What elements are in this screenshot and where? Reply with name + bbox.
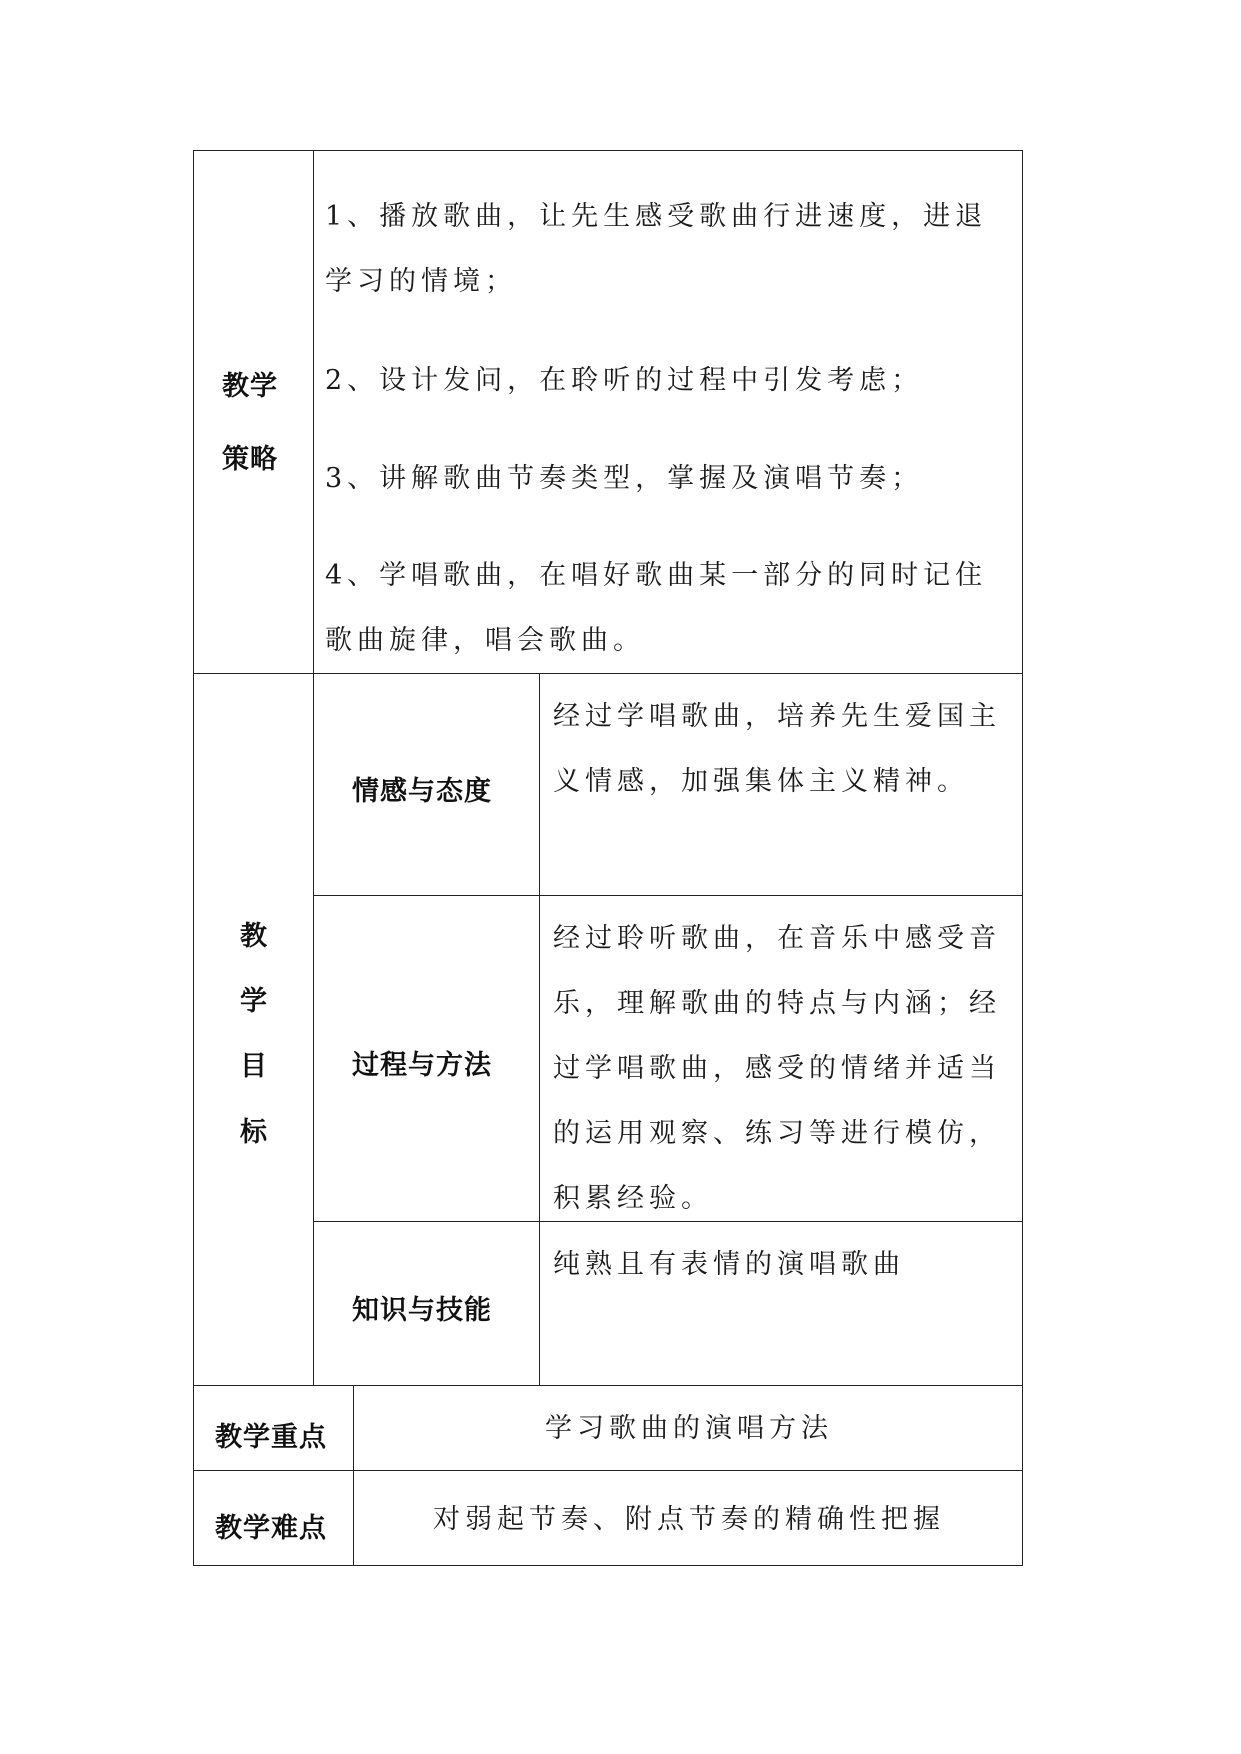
- strategy-item: 3、讲解歌曲节奏类型，掌握及演唱节奏；: [325, 463, 924, 494]
- divider-strategy-objectives: [193, 673, 1023, 674]
- objectives-label-char: 标: [240, 1117, 268, 1148]
- strategy-label-line1: 教学: [222, 371, 278, 402]
- divider-objectives-keypoint: [193, 1385, 1023, 1386]
- objective-content-process: 经过聆听歌曲，在音乐中感受音乐，理解歌曲的特点与内涵；经过学唱歌曲，感受的情绪并适当的运用观察、练习等进行模仿，积累经验。: [553, 923, 1001, 1214]
- key-point-label: 教学重点: [215, 1422, 327, 1453]
- objective-category-emotion: 情感与态度: [352, 776, 492, 807]
- objectives-label-char: 教: [240, 921, 268, 952]
- divider-label-column: [313, 150, 314, 1385]
- key-point-content: 学习歌曲的演唱方法: [545, 1413, 833, 1444]
- difficulty-content: 对弱起节奏、附点节奏的精确性把握: [433, 1504, 945, 1535]
- strategy-item: 4、学唱歌曲，在唱好歌曲某一部分的同时记住歌曲旋律，唱会歌曲。: [325, 560, 988, 656]
- divider-keypoint-difficulty: [193, 1470, 1023, 1471]
- objective-content-emotion: 经过学唱歌曲，培养先生爱国主义情感，加强集体主义精神。: [553, 701, 1001, 797]
- strategy-item: 2、设计发问，在聆听的过程中引发考虑；: [325, 365, 924, 396]
- objectives-label-char: 学: [240, 986, 268, 1017]
- objective-content-knowledge: 纯熟且有表情的演唱歌曲: [553, 1249, 905, 1280]
- divider-bottom-label-column: [353, 1385, 354, 1566]
- divider-category-column: [539, 673, 540, 1385]
- divider-objective-row1: [313, 895, 1023, 896]
- strategy-label-line2: 策略: [222, 444, 278, 475]
- difficulty-label: 教学难点: [215, 1513, 327, 1544]
- objective-category-knowledge: 知识与技能: [352, 1295, 492, 1326]
- objectives-label-char: 目: [240, 1051, 268, 1082]
- objective-category-process: 过程与方法: [352, 1050, 492, 1081]
- strategy-item: 1、播放歌曲，让先生感受歌曲行进速度，进退学习的情境；: [325, 201, 988, 297]
